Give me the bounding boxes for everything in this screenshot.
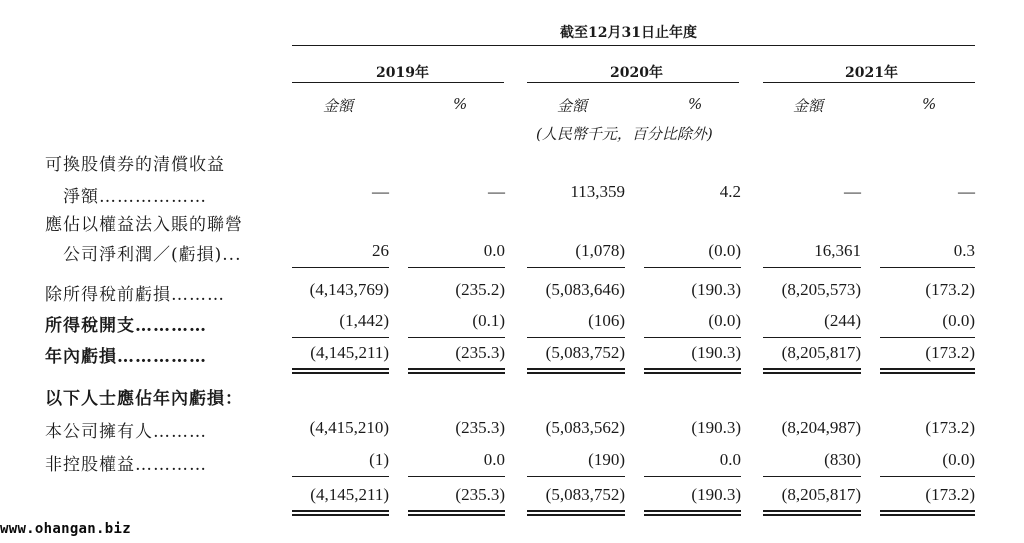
cell-r3-c4: (244) <box>824 311 861 330</box>
cell-r8-c0: (4,145,211) <box>310 485 389 504</box>
subtotal-rule <box>763 337 861 338</box>
subtotal-rule <box>880 476 975 477</box>
cell-r1-c5: 0.3 <box>953 241 975 260</box>
cell-r3-c1: (0.1) <box>472 311 505 330</box>
cell-r6-c4: (8,204,987) <box>781 418 861 437</box>
cell-r1-c2: (1,078) <box>575 241 625 260</box>
cell-r2-c5: (173.2) <box>925 280 975 299</box>
total-double-rule <box>527 510 625 516</box>
cell-r8-c3: (190.3) <box>691 485 741 504</box>
cell-r8-c1: (235.3) <box>455 485 505 504</box>
cell-r0-c4: — <box>844 182 861 201</box>
year-2019: 2019年 <box>376 65 429 81</box>
total-double-rule <box>880 510 975 516</box>
subtotal-rule <box>763 476 861 477</box>
cell-r7-c3: 0.0 <box>719 450 741 469</box>
year-rule-2019 <box>292 82 504 83</box>
cell-r2-c4: (8,205,573) <box>781 280 861 299</box>
cell-r8-c2: (5,083,752) <box>545 485 625 504</box>
cell-r4-c4: (8,205,817) <box>781 343 861 362</box>
label-convertible-gain-line2: 淨額……………… <box>63 187 207 207</box>
subtotal-rule <box>527 476 625 477</box>
label-associates-line2: 公司淨利潤／(虧損)... <box>63 245 242 265</box>
watermark-text: www.ohangan.biz <box>0 521 131 537</box>
year-2021: 2021年 <box>845 65 898 81</box>
cell-r7-c2: (190) <box>588 450 625 469</box>
cell-r6-c2: (5,083,562) <box>545 418 625 437</box>
subtotal-rule <box>292 337 389 338</box>
total-double-rule <box>880 368 975 374</box>
col-pct-2019: % <box>453 95 468 113</box>
cell-r7-c4: (830) <box>824 450 861 469</box>
subtotal-rule <box>644 267 741 268</box>
cell-r3-c2: (106) <box>588 311 625 330</box>
total-double-rule <box>408 510 505 516</box>
cell-r4-c2: (5,083,752) <box>545 343 625 362</box>
subtotal-rule <box>527 267 625 268</box>
year-rule-2021 <box>763 82 975 83</box>
subtotal-rule <box>763 267 861 268</box>
label-loss-for-year: 年內虧損…………… <box>45 347 207 367</box>
cell-r0-c1: — <box>488 182 505 201</box>
col-pct-2020: % <box>688 95 703 113</box>
col-amount-2021: 金額 <box>793 97 824 115</box>
col-amount-2019: 金額 <box>323 97 354 115</box>
subtotal-rule <box>408 476 505 477</box>
cell-r7-c5: (0.0) <box>942 450 975 469</box>
cell-r8-c4: (8,205,817) <box>781 485 861 504</box>
total-double-rule <box>763 510 861 516</box>
cell-r2-c2: (5,083,646) <box>545 280 625 299</box>
total-double-rule <box>292 510 389 516</box>
cell-r1-c1: 0.0 <box>483 241 505 260</box>
cell-r2-c3: (190.3) <box>691 280 741 299</box>
cell-r4-c3: (190.3) <box>691 343 741 362</box>
cell-r2-c0: (4,143,769) <box>309 280 389 299</box>
total-double-rule <box>644 510 741 516</box>
cell-r4-c0: (4,145,211) <box>310 343 389 362</box>
unit-note: (人民幣千元，百分比除外) <box>536 125 713 143</box>
period-header: 截至12月31日止年度 <box>560 25 697 41</box>
subtotal-rule <box>644 337 741 338</box>
cell-r6-c0: (4,415,210) <box>309 418 389 437</box>
col-amount-2020: 金額 <box>557 97 588 115</box>
cell-r0-c3: 4.2 <box>719 182 741 201</box>
cell-r8-c5: (173.2) <box>925 485 975 504</box>
subtotal-rule <box>880 267 975 268</box>
cell-r1-c4: 16,361 <box>814 241 861 260</box>
cell-r7-c1: 0.0 <box>483 450 505 469</box>
subtotal-rule <box>644 476 741 477</box>
subtotal-rule <box>527 337 625 338</box>
cell-r0-c5: — <box>958 182 975 201</box>
subtotal-rule <box>408 337 505 338</box>
total-double-rule <box>292 368 389 374</box>
cell-r4-c1: (235.3) <box>455 343 505 362</box>
cell-r0-c0: — <box>372 182 389 201</box>
cell-r6-c3: (190.3) <box>691 418 741 437</box>
total-double-rule <box>527 368 625 374</box>
label-non-controlling: 非控股權益………… <box>45 455 207 475</box>
total-double-rule <box>644 368 741 374</box>
subtotal-rule <box>408 267 505 268</box>
cell-r6-c1: (235.3) <box>455 418 505 437</box>
subtotal-rule <box>880 337 975 338</box>
total-double-rule <box>408 368 505 374</box>
cell-r2-c1: (235.2) <box>455 280 505 299</box>
cell-r0-c2: 113,359 <box>570 182 625 201</box>
subtotal-rule <box>292 476 389 477</box>
cell-r1-c0: 26 <box>372 241 389 260</box>
cell-r3-c5: (0.0) <box>942 311 975 330</box>
cell-r3-c3: (0.0) <box>708 311 741 330</box>
year-2020: 2020年 <box>610 65 663 81</box>
label-loss-before-tax: 除所得稅前虧損……… <box>45 285 225 305</box>
header-rule <box>292 45 975 46</box>
subtotal-rule <box>292 267 389 268</box>
label-attributable-to: 以下人士應佔年內虧損： <box>45 389 243 409</box>
year-rule-2020 <box>527 82 739 83</box>
total-double-rule <box>763 368 861 374</box>
label-associates-line1: 應佔以權益法入賬的聯營 <box>45 215 243 235</box>
label-income-tax: 所得稅開支………… <box>45 316 207 336</box>
col-pct-2021: % <box>922 95 937 113</box>
cell-r1-c3: (0.0) <box>708 241 741 260</box>
cell-r3-c0: (1,442) <box>339 311 389 330</box>
cell-r4-c5: (173.2) <box>925 343 975 362</box>
cell-r6-c5: (173.2) <box>925 418 975 437</box>
label-owners: 本公司擁有人……… <box>45 422 207 442</box>
cell-r7-c0: (1) <box>369 450 389 469</box>
label-convertible-gain-line1: 可換股債券的清償收益 <box>45 155 225 175</box>
